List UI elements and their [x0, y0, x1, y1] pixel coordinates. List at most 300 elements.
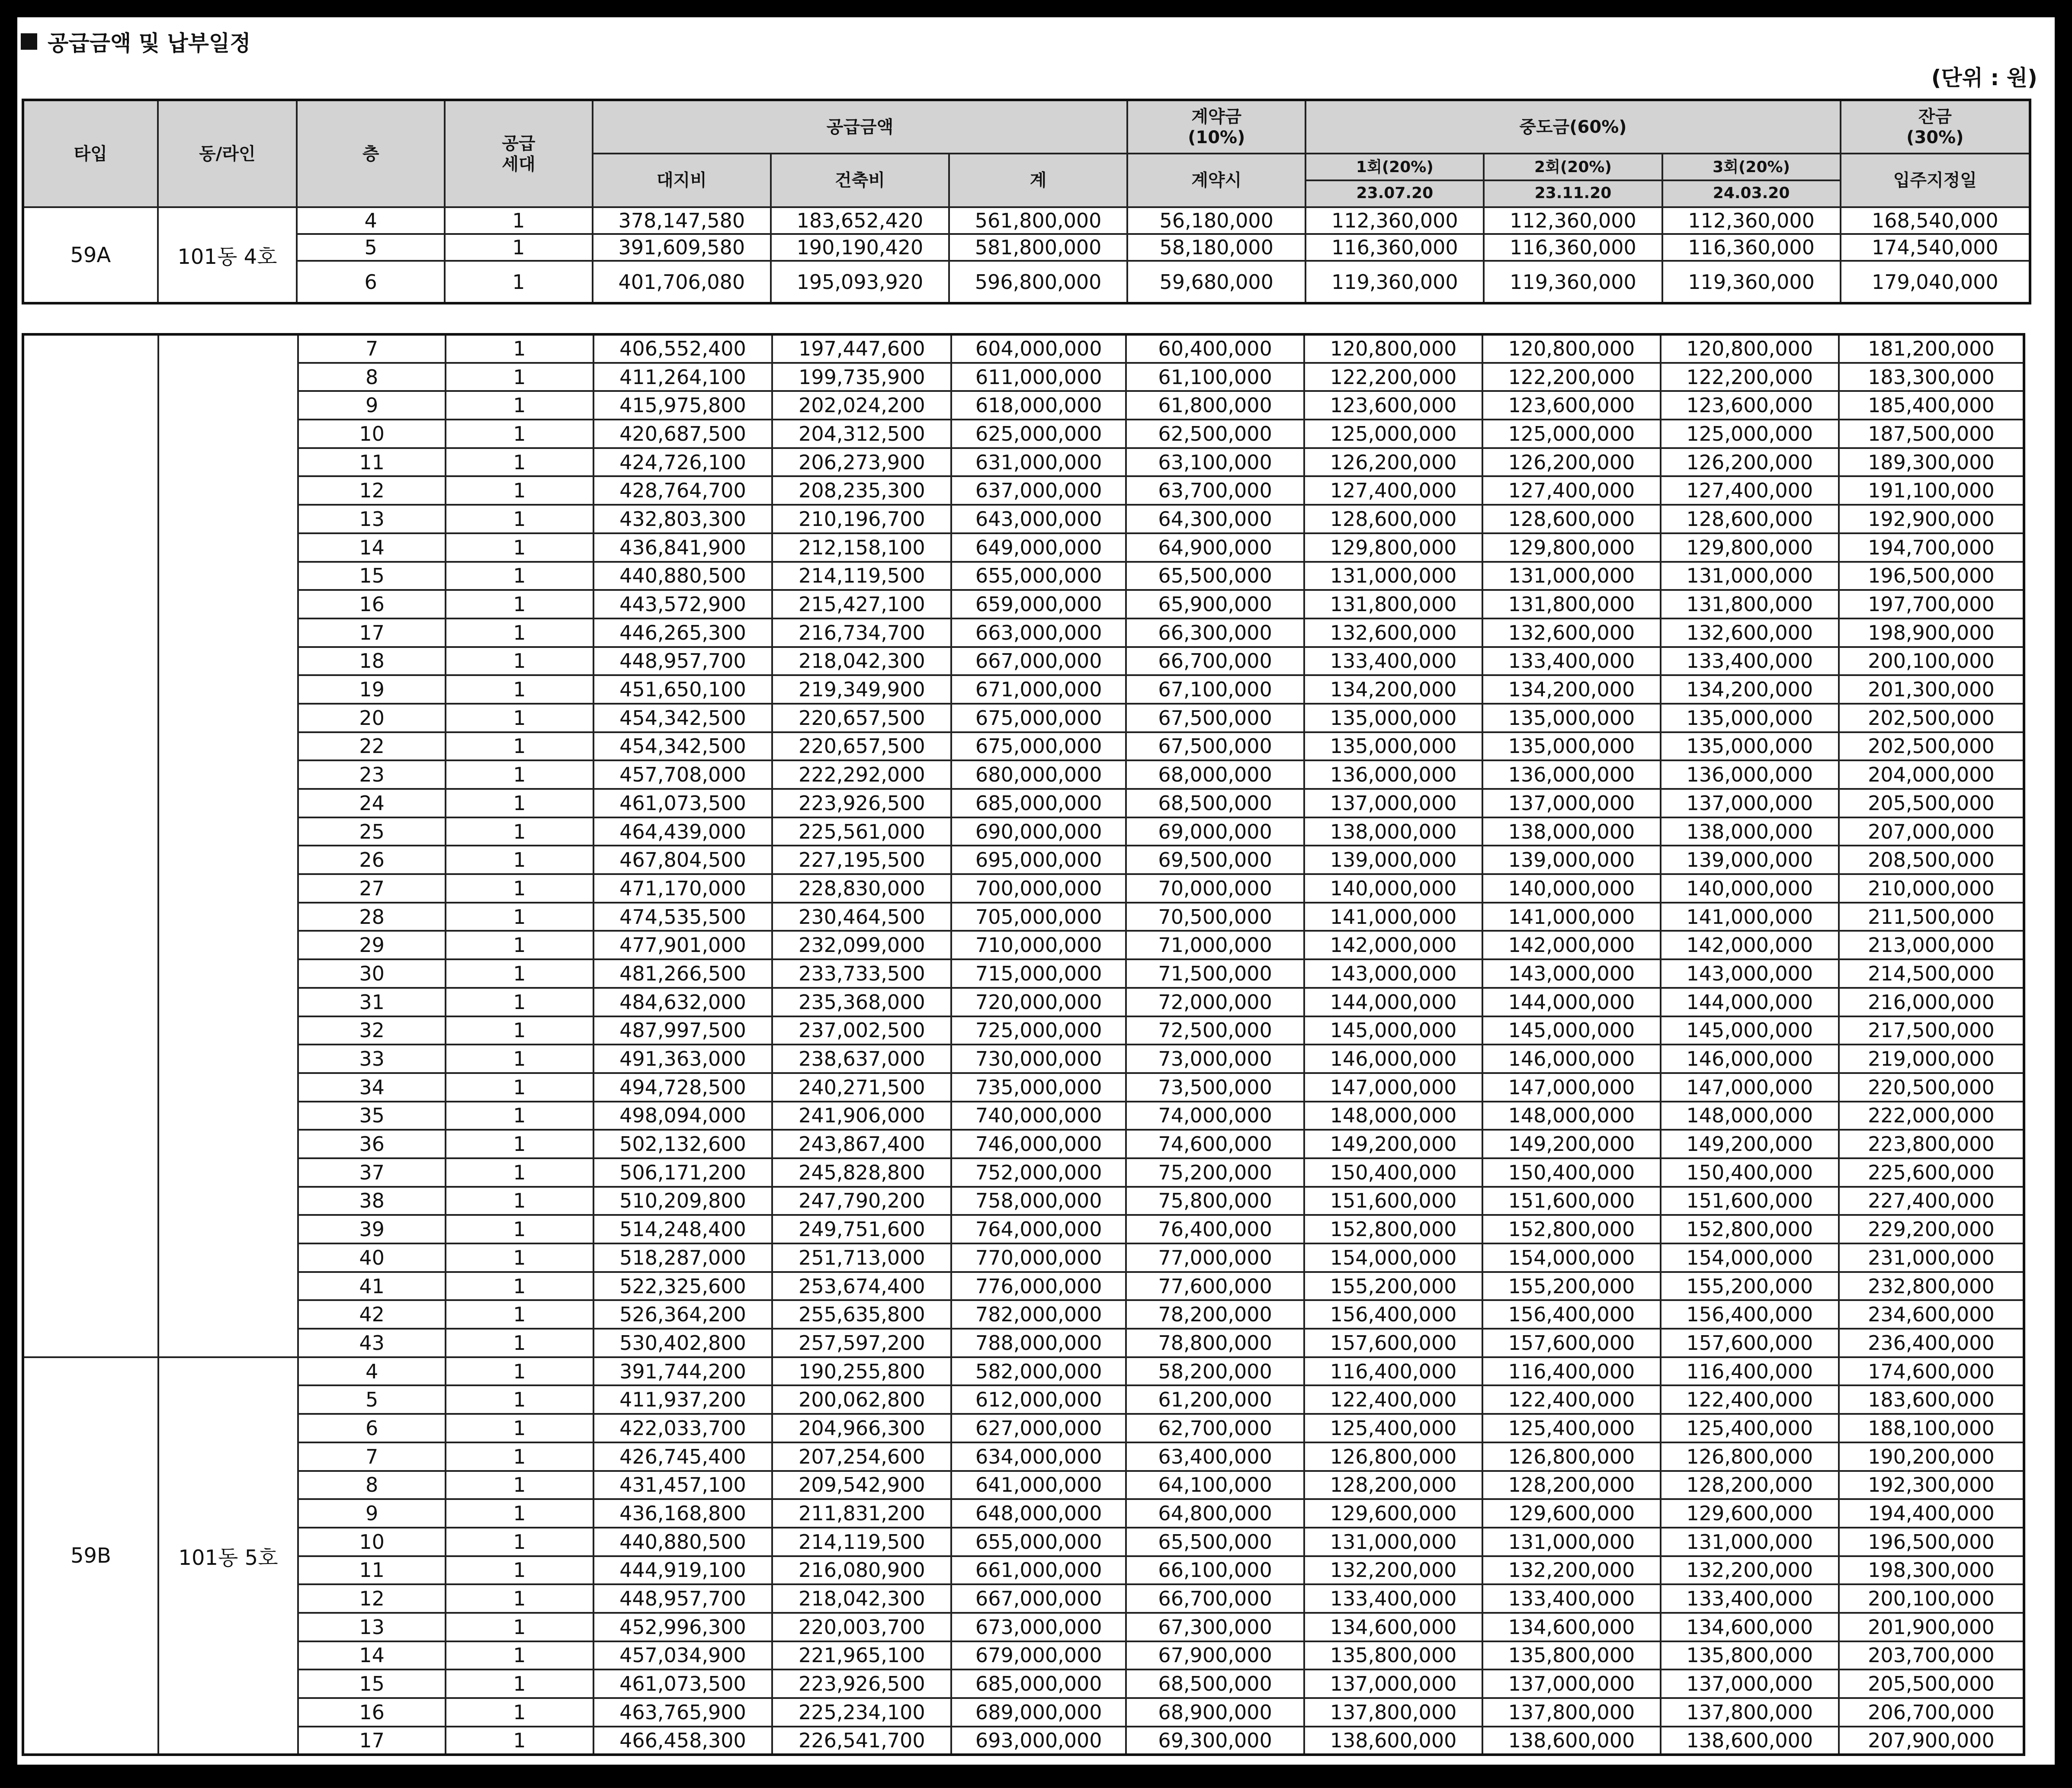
interim-1-cell: 145,000,000: [1304, 1016, 1482, 1045]
floor-cell: 4: [298, 1357, 446, 1386]
total-cell: 679,000,000: [951, 1641, 1126, 1670]
floor-cell: 6: [298, 1414, 446, 1442]
interim-1-cell: 133,400,000: [1304, 647, 1482, 676]
floor-cell: 42: [298, 1300, 446, 1329]
interim-2-cell: 127,400,000: [1482, 476, 1661, 505]
header-supply-amount: 공급금액: [593, 100, 1127, 154]
total-cell: 735,000,000: [951, 1073, 1126, 1102]
total-cell: 673,000,000: [951, 1613, 1126, 1641]
table-row: [23, 1272, 2024, 1301]
total-cell: 671,000,000: [951, 675, 1126, 704]
table-row: [23, 448, 2024, 477]
balance-cell: 183,600,000: [1839, 1385, 2024, 1414]
deposit-cell: 69,000,000: [1126, 817, 1304, 846]
floor-cell: 22: [298, 732, 446, 761]
header-land-cost: 대지비: [593, 154, 771, 207]
land-cost-cell: 463,765,900: [593, 1698, 773, 1727]
interim-3-cell: 119,360,000: [1662, 261, 1841, 303]
total-cell: 693,000,000: [951, 1727, 1126, 1755]
households-cell: 1: [446, 846, 593, 874]
interim-3-cell: 134,600,000: [1661, 1613, 1839, 1641]
interim-1-cell: 154,000,000: [1304, 1243, 1482, 1272]
floor-cell: 24: [298, 789, 446, 817]
interim-3-cell: 137,800,000: [1661, 1698, 1839, 1727]
households-cell: 1: [446, 1272, 593, 1301]
floor-cell: 16: [298, 590, 446, 618]
table-row: [23, 675, 2024, 704]
table-row: [23, 207, 2030, 234]
building-cost-cell: 215,427,100: [772, 590, 951, 618]
interim-3-cell: 139,000,000: [1661, 846, 1839, 874]
deposit-cell: 58,180,000: [1127, 234, 1305, 261]
table-row: [23, 562, 2024, 590]
interim-1-cell: 137,000,000: [1304, 789, 1482, 817]
balance-cell: 183,300,000: [1839, 363, 2024, 391]
table-row: [23, 391, 2024, 420]
building-cost-cell: 195,093,920: [771, 261, 949, 303]
households-cell: 1: [446, 1385, 593, 1414]
deposit-cell: 67,500,000: [1126, 704, 1304, 732]
interim-3-cell: 151,600,000: [1661, 1187, 1839, 1215]
interim-3-cell: 148,000,000: [1661, 1102, 1839, 1130]
interim-3-cell: 127,400,000: [1661, 476, 1839, 505]
land-cost-cell: 466,458,300: [593, 1727, 773, 1755]
deposit-cell: 64,100,000: [1126, 1471, 1304, 1500]
interim-3-cell: 146,000,000: [1661, 1045, 1839, 1073]
total-cell: 690,000,000: [951, 817, 1126, 846]
total-cell: 700,000,000: [951, 874, 1126, 903]
floor-cell: 38: [298, 1187, 446, 1215]
unit-note: (단위 : 원): [1931, 65, 2037, 90]
table-row: [23, 647, 2024, 676]
land-cost-cell: 420,687,500: [593, 420, 773, 448]
interim-2-cell: 129,600,000: [1482, 1499, 1661, 1528]
interim-2-cell: 125,000,000: [1482, 420, 1661, 448]
interim-3-cell: 141,000,000: [1661, 903, 1839, 931]
land-cost-cell: 487,997,500: [593, 1016, 773, 1045]
balance-cell: 225,600,000: [1839, 1158, 2024, 1187]
interim-1-cell: 140,000,000: [1304, 874, 1482, 903]
balance-cell: 205,500,000: [1839, 789, 2024, 817]
households-cell: 1: [446, 1698, 593, 1727]
floor-cell: 15: [298, 1669, 446, 1698]
households-cell: 1: [446, 420, 593, 448]
land-cost-cell: 451,650,100: [593, 675, 773, 704]
floor-cell: 18: [298, 647, 446, 676]
interim-2-cell: 143,000,000: [1482, 959, 1661, 988]
interim-1-cell: 134,600,000: [1304, 1613, 1482, 1641]
total-cell: 659,000,000: [951, 590, 1126, 618]
floor-cell: 20: [298, 704, 446, 732]
table-row: [23, 505, 2024, 533]
households-cell: 1: [446, 1130, 593, 1158]
interim-2-cell: 151,600,000: [1482, 1187, 1661, 1215]
interim-1-cell: 156,400,000: [1304, 1300, 1482, 1329]
main-table-body: [23, 334, 2024, 1755]
interim-2-cell: 131,800,000: [1482, 590, 1661, 618]
building-cost-cell: 207,254,600: [772, 1442, 951, 1471]
land-cost-cell: 457,034,900: [593, 1641, 773, 1670]
land-cost-cell: 461,073,500: [593, 789, 773, 817]
interim-2-cell: 138,600,000: [1482, 1727, 1661, 1755]
total-cell: 582,000,000: [951, 1357, 1126, 1386]
deposit-cell: 61,200,000: [1126, 1385, 1304, 1414]
interim-3-cell: 144,000,000: [1661, 988, 1839, 1016]
balance-cell: 185,400,000: [1839, 391, 2024, 420]
households-cell: 1: [446, 476, 593, 505]
interim-1-cell: 133,400,000: [1304, 1584, 1482, 1613]
table-row: [23, 1102, 2024, 1130]
table-row: [23, 1300, 2024, 1329]
land-cost-cell: 440,880,500: [593, 562, 773, 590]
deposit-cell: 69,300,000: [1126, 1727, 1304, 1755]
interim-3-cell: 145,000,000: [1661, 1016, 1839, 1045]
total-cell: 710,000,000: [951, 931, 1126, 959]
table-row: [23, 789, 2024, 817]
households-cell: 1: [446, 988, 593, 1016]
type-cell: 59B: [23, 1357, 158, 1755]
total-cell: 627,000,000: [951, 1414, 1126, 1442]
interim-2-cell: 149,200,000: [1482, 1130, 1661, 1158]
balance-cell: 229,200,000: [1839, 1215, 2024, 1243]
balance-cell: 201,300,000: [1839, 675, 2024, 704]
floor-cell: 9: [298, 1499, 446, 1528]
table-row: [23, 959, 2024, 988]
deposit-cell: 67,500,000: [1126, 732, 1304, 761]
building-cost-cell: 255,635,800: [772, 1300, 951, 1329]
balance-cell: 188,100,000: [1839, 1414, 2024, 1442]
deposit-cell: 68,900,000: [1126, 1698, 1304, 1727]
deposit-cell: 64,800,000: [1126, 1499, 1304, 1528]
households-cell: 1: [446, 1556, 593, 1585]
land-cost-cell: 391,609,580: [593, 234, 771, 261]
land-cost-cell: 467,804,500: [593, 846, 773, 874]
balance-cell: 232,800,000: [1839, 1272, 2024, 1301]
land-cost-cell: 431,457,100: [593, 1471, 773, 1500]
table-row: [23, 1528, 2024, 1556]
total-cell: 655,000,000: [951, 562, 1126, 590]
interim-1-cell: 134,200,000: [1304, 675, 1482, 704]
interim-2-label: 2회(20%): [1485, 155, 1661, 181]
total-cell: 581,800,000: [949, 234, 1127, 261]
balance-cell: 174,540,000: [1841, 234, 2030, 261]
interim-2-cell: 140,000,000: [1482, 874, 1661, 903]
floor-cell: 29: [298, 931, 446, 959]
land-cost-cell: 415,975,800: [593, 391, 773, 420]
interim-3-date: 24.03.20: [1713, 184, 1790, 202]
building-cost-cell: 238,637,000: [772, 1045, 951, 1073]
interim-2-cell: 136,000,000: [1482, 760, 1661, 789]
building-cost-cell: 227,195,500: [772, 846, 951, 874]
deposit-cell: 72,000,000: [1126, 988, 1304, 1016]
building-cost-cell: 220,003,700: [772, 1613, 951, 1641]
interim-2-cell: 157,600,000: [1482, 1329, 1661, 1357]
table-row: [23, 1698, 2024, 1727]
building-cost-cell: 245,828,800: [772, 1158, 951, 1187]
households-cell: 1: [446, 903, 593, 931]
interim-2-cell: 126,800,000: [1482, 1442, 1661, 1471]
total-cell: 561,800,000: [949, 207, 1127, 234]
land-cost-cell: 436,841,900: [593, 533, 773, 562]
floor-cell: 10: [298, 420, 446, 448]
interim-2-cell: 150,400,000: [1482, 1158, 1661, 1187]
interim-3-cell: 116,360,000: [1662, 234, 1841, 261]
interim-2-cell: 116,400,000: [1482, 1357, 1661, 1386]
type-cell: [23, 334, 158, 1357]
table-row: [23, 1357, 2024, 1386]
header-balance: [1841, 100, 2030, 154]
building-cost-cell: 251,713,000: [772, 1243, 951, 1272]
interim-1-cell: 139,000,000: [1304, 846, 1482, 874]
interim-2-cell: 133,400,000: [1482, 647, 1661, 676]
interim-1-cell: 125,000,000: [1304, 420, 1482, 448]
interim-1-cell: 143,000,000: [1304, 959, 1482, 988]
deposit-cell: 73,000,000: [1126, 1045, 1304, 1073]
balance-cell: 204,000,000: [1839, 760, 2024, 789]
interim-1-cell: 137,800,000: [1304, 1698, 1482, 1727]
floor-cell: 27: [298, 874, 446, 903]
floor-cell: 8: [298, 363, 446, 391]
floor-cell: 35: [298, 1102, 446, 1130]
floor-cell: 13: [298, 505, 446, 533]
interim-3-cell: 112,360,000: [1662, 207, 1841, 234]
building-cost-cell: 257,597,200: [772, 1329, 951, 1357]
table-row: [23, 1130, 2024, 1158]
building-cost-cell: 218,042,300: [772, 647, 951, 676]
header-households: [445, 100, 593, 207]
balance-cell: 206,700,000: [1839, 1698, 2024, 1727]
total-cell: 730,000,000: [951, 1045, 1126, 1073]
interim-1-cell: 152,800,000: [1304, 1215, 1482, 1243]
total-cell: 641,000,000: [951, 1471, 1126, 1500]
interim-2-cell: 132,200,000: [1482, 1556, 1661, 1585]
households-cell: 1: [446, 817, 593, 846]
interim-2-cell: 129,800,000: [1482, 533, 1661, 562]
deposit-cell: 63,400,000: [1126, 1442, 1304, 1471]
interim-2-cell: 152,800,000: [1482, 1215, 1661, 1243]
balance-cell: 200,100,000: [1839, 1584, 2024, 1613]
interim-2-cell: 135,800,000: [1482, 1641, 1661, 1670]
deposit-cell: 58,200,000: [1126, 1357, 1304, 1386]
interim-3-cell: 134,200,000: [1661, 675, 1839, 704]
total-cell: 725,000,000: [951, 1016, 1126, 1045]
deposit-cell: 63,700,000: [1126, 476, 1304, 505]
balance-cell: 222,000,000: [1839, 1102, 2024, 1130]
balance-cell: 219,000,000: [1839, 1045, 2024, 1073]
land-cost-cell: 471,170,000: [593, 874, 773, 903]
land-cost-cell: 484,632,000: [593, 988, 773, 1016]
table-row: [23, 1414, 2024, 1442]
households-cell: 1: [446, 732, 593, 761]
building-cost-cell: 202,024,200: [772, 391, 951, 420]
households-cell: 1: [446, 533, 593, 562]
building-cost-cell: 214,119,500: [772, 1528, 951, 1556]
floor-cell: 14: [298, 533, 446, 562]
land-cost-cell: 474,535,500: [593, 903, 773, 931]
interim-1-cell: 127,400,000: [1304, 476, 1482, 505]
interim-1-cell: 131,800,000: [1304, 590, 1482, 618]
building-cost-cell: 206,273,900: [772, 448, 951, 477]
land-cost-cell: 428,764,700: [593, 476, 773, 505]
deposit-cell: 71,000,000: [1126, 931, 1304, 959]
interim-1-cell: 135,000,000: [1304, 732, 1482, 761]
table-row: [23, 533, 2024, 562]
interim-3-cell: 137,000,000: [1661, 789, 1839, 817]
land-cost-cell: 426,745,400: [593, 1442, 773, 1471]
type-cell: 59A: [23, 207, 158, 303]
balance-cell: 214,500,000: [1839, 959, 2024, 988]
floor-cell: 31: [298, 988, 446, 1016]
building-cost-cell: 237,002,500: [772, 1016, 951, 1045]
balance-cell: 189,300,000: [1839, 448, 2024, 477]
households-cell: 1: [446, 1727, 593, 1755]
total-cell: 675,000,000: [951, 732, 1126, 761]
land-cost-cell: 491,363,000: [593, 1045, 773, 1073]
interim-3-cell: 122,400,000: [1661, 1385, 1839, 1414]
floor-cell: 41: [298, 1272, 446, 1301]
deposit-cell: 64,900,000: [1126, 533, 1304, 562]
interim-3-cell: 122,200,000: [1661, 363, 1839, 391]
table-row: [23, 1045, 2024, 1073]
deposit-cell: 59,680,000: [1127, 261, 1305, 303]
deposit-cell: 71,500,000: [1126, 959, 1304, 988]
building-cost-cell: 190,255,800: [772, 1357, 951, 1386]
balance-cell: 191,100,000: [1839, 476, 2024, 505]
interim-3-cell: 132,600,000: [1661, 618, 1839, 647]
table-row: [23, 1385, 2024, 1414]
balance-cell: 190,200,000: [1839, 1442, 2024, 1471]
interim-1-cell: 123,600,000: [1304, 391, 1482, 420]
building-cost-cell: 221,965,100: [772, 1641, 951, 1670]
table-row: [23, 931, 2024, 959]
floor-cell: 17: [298, 618, 446, 647]
floor-cell: 28: [298, 903, 446, 931]
floor-cell: 30: [298, 959, 446, 988]
interim-3-cell: 140,000,000: [1661, 874, 1839, 903]
floor-cell: 12: [298, 1584, 446, 1613]
interim-2-cell: 135,000,000: [1482, 704, 1661, 732]
interim-2-cell: 148,000,000: [1482, 1102, 1661, 1130]
land-cost-cell: 498,094,000: [593, 1102, 773, 1130]
interim-2-cell: 137,000,000: [1482, 1669, 1661, 1698]
interim-2-date: 23.11.20: [1534, 184, 1612, 202]
total-cell: 715,000,000: [951, 959, 1126, 988]
households-cell: 1: [446, 1499, 593, 1528]
interim-1-cell: 148,000,000: [1304, 1102, 1482, 1130]
balance-cell: 207,000,000: [1839, 817, 2024, 846]
table-row: [23, 234, 2030, 261]
deposit-cell: 67,900,000: [1126, 1641, 1304, 1670]
building-cost-cell: 223,926,500: [772, 789, 951, 817]
deposit-cell: 62,500,000: [1126, 420, 1304, 448]
balance-cell: 201,900,000: [1839, 1613, 2024, 1641]
building-cost-cell: 212,158,100: [772, 533, 951, 562]
floor-cell: 11: [298, 448, 446, 477]
deposit-cell: 67,100,000: [1126, 675, 1304, 704]
households-cell: 1: [446, 647, 593, 676]
interim-1-cell: 116,360,000: [1305, 234, 1484, 261]
building-cost-cell: 210,196,700: [772, 505, 951, 533]
header-interim-3: [1662, 154, 1841, 207]
building-line-cell: [158, 334, 298, 1357]
interim-2-cell: 112,360,000: [1484, 207, 1662, 234]
interim-3-cell: 120,800,000: [1661, 334, 1839, 363]
building-cost-cell: 253,674,400: [772, 1272, 951, 1301]
building-cost-cell: 249,751,600: [772, 1215, 951, 1243]
households-cell: 1: [446, 789, 593, 817]
interim-2-cell: 133,400,000: [1482, 1584, 1661, 1613]
land-cost-cell: 432,803,300: [593, 505, 773, 533]
households-cell: 1: [446, 1329, 593, 1357]
households-cell: 1: [446, 1300, 593, 1329]
interim-2-cell: 131,000,000: [1482, 562, 1661, 590]
table-row: [23, 846, 2024, 874]
balance-cell: 208,500,000: [1839, 846, 2024, 874]
section-title-text: 공급금액 및 납부일정: [48, 31, 251, 56]
interim-3-cell: 125,000,000: [1661, 420, 1839, 448]
total-cell: 625,000,000: [951, 420, 1126, 448]
interim-1-cell: 146,000,000: [1304, 1045, 1482, 1073]
land-cost-cell: 406,552,400: [593, 334, 773, 363]
interim-1-cell: 122,400,000: [1304, 1385, 1482, 1414]
table-row: [23, 1187, 2024, 1215]
land-cost-cell: 514,248,400: [593, 1215, 773, 1243]
deposit-cell: 70,000,000: [1126, 874, 1304, 903]
total-cell: 649,000,000: [951, 533, 1126, 562]
balance-cell: 198,900,000: [1839, 618, 2024, 647]
deposit-cell: 61,100,000: [1126, 363, 1304, 391]
interim-3-cell: 126,200,000: [1661, 448, 1839, 477]
interim-1-cell: 132,600,000: [1304, 618, 1482, 647]
land-cost-cell: 457,708,000: [593, 760, 773, 789]
balance-cell: 220,500,000: [1839, 1073, 2024, 1102]
building-cost-cell: 233,733,500: [772, 959, 951, 988]
interim-3-cell: 155,200,000: [1661, 1272, 1839, 1301]
building-cost-cell: 225,234,100: [772, 1698, 951, 1727]
households-cell: 1: [446, 760, 593, 789]
building-cost-cell: 216,080,900: [772, 1556, 951, 1585]
land-cost-cell: 522,325,600: [593, 1272, 773, 1301]
balance-cell: 197,700,000: [1839, 590, 2024, 618]
total-cell: 764,000,000: [951, 1215, 1126, 1243]
balance-cell: 227,400,000: [1839, 1187, 2024, 1215]
interim-2-cell: 122,200,000: [1482, 363, 1661, 391]
total-cell: 782,000,000: [951, 1300, 1126, 1329]
building-line-cell: 101동 5호: [158, 1357, 298, 1755]
building-cost-cell: 204,312,500: [772, 420, 951, 448]
interim-1-cell: 155,200,000: [1304, 1272, 1482, 1301]
total-cell: 612,000,000: [951, 1385, 1126, 1414]
table-row: [23, 903, 2024, 931]
total-cell: 695,000,000: [951, 846, 1126, 874]
balance-cell: 196,500,000: [1839, 562, 2024, 590]
top-table-body: [23, 207, 2030, 303]
balance-cell: 234,600,000: [1839, 1300, 2024, 1329]
households-cell: 1: [446, 1613, 593, 1641]
deposit-cell: 65,500,000: [1126, 562, 1304, 590]
deposit-cell: 56,180,000: [1127, 207, 1305, 234]
building-cost-cell: 230,464,500: [772, 903, 951, 931]
total-cell: 604,000,000: [951, 334, 1126, 363]
building-cost-cell: 219,349,900: [772, 675, 951, 704]
interim-3-cell: 138,000,000: [1661, 817, 1839, 846]
households-cell: 1: [446, 334, 593, 363]
table-row: [23, 1613, 2024, 1641]
table-row: [23, 760, 2024, 789]
interim-3-cell: 131,000,000: [1661, 562, 1839, 590]
interim-3-cell: 132,200,000: [1661, 1556, 1839, 1585]
balance-cell: 207,900,000: [1839, 1727, 2024, 1755]
